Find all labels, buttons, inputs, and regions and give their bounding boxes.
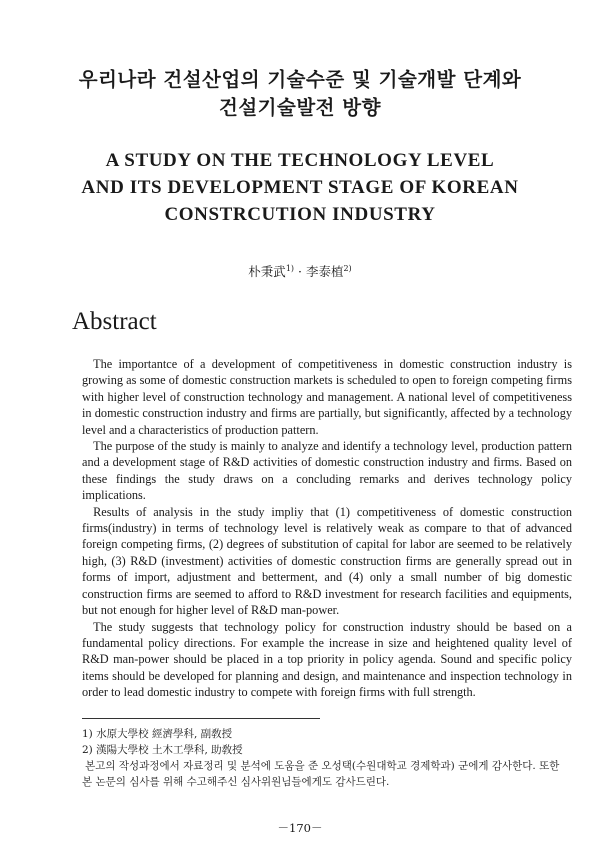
abstract-heading: Abstract [72, 308, 157, 335]
abstract-body [82, 356, 572, 701]
footnotes [82, 726, 572, 790]
authors-line [0, 262, 600, 280]
page-number: －170－ [277, 821, 323, 835]
acknowledgement: 본고의 작성과정에서 자료정리 및 분석에 도움을 준 오성택(수원대학교 경제학과) 군에게 감사한다. 또한 본 논문의 심사를 위해 수고해주신 심사위원님들에게도 감사드린다. [82, 760, 560, 788]
abstract-paragraph-3: Results of analysis in the study impliy that (1) competitiveness of domestic construction firms(industry) in terms of technology level is relatively weak as compare to that of advanced foreign competing firms, (2) degrees of substitution of capital for labor are seemed to be relatively high, (3) R&D (investment) activities of domestic construction firms are generally spread out in forms of import, adjustment and betterment, and (4) only a small number of big domestic construction firms are seemed to afford to R&D investment for research facilities and equipments, but not enough for higher level of R&D man-power. [82, 504, 572, 618]
footnote-2: 2) 漢陽大學校 土木工學科, 助敎授 [82, 744, 243, 756]
author-separator: · [294, 264, 306, 279]
footnote-divider [82, 718, 320, 719]
korean-title-line-2: 건설기술발전 방향 [219, 96, 381, 119]
korean-title [40, 66, 560, 122]
footnote-1: 1) 水原大學校 經濟學科, 副敎授 [82, 728, 233, 740]
english-title-line-1: A STUDY ON THE TECHNOLOGY LEVEL [105, 150, 495, 171]
english-title [40, 147, 560, 228]
author-2-footnote-mark: 2) [343, 263, 352, 273]
korean-title-line-1: 우리나라 건설산업의 기술수준 및 기술개발 단계와 [78, 68, 522, 91]
author-1-footnote-mark: 1) [285, 263, 295, 273]
english-title-line-3: CONSTRCUTION INDUSTRY [164, 204, 436, 225]
abstract-paragraph-1: The importantce of a development of competitiveness in domestic construction industry is growing as some of domestic construction markets is scheduled to open to foreign competing firms with higher level of construction technology and management. A national level of competitiveness in domestic construction industry and firms are partially, but significantly, affected by a technology level and a characteristics of production pattern. [82, 357, 572, 437]
author-2: 李泰植 [305, 264, 344, 279]
author-1: 朴秉武 [248, 264, 286, 279]
abstract-paragraph-4: The study suggests that technology policy for construction industry should be based on a fundamental policy directions. For example the increase in size and heightened quality level of R&D man-power should be placed in a top priority in policy agenda. Sound and specific policy items should be developed for planning and design, and maintenance and inspection technology in order to lead domestic industry to compete with foreign firms with full strength. [82, 619, 572, 700]
abstract-paragraph-2: The purpose of the study is mainly to analyze and identify a technology level, production pattern and a development stage of R&D activities of domestic construction industry and firms. Based on these findings the study draws on a concluding remarks and derives technology policy implications. [82, 439, 572, 503]
english-title-line-2: AND ITS DEVELOPMENT STAGE OF KOREAN [81, 177, 519, 198]
